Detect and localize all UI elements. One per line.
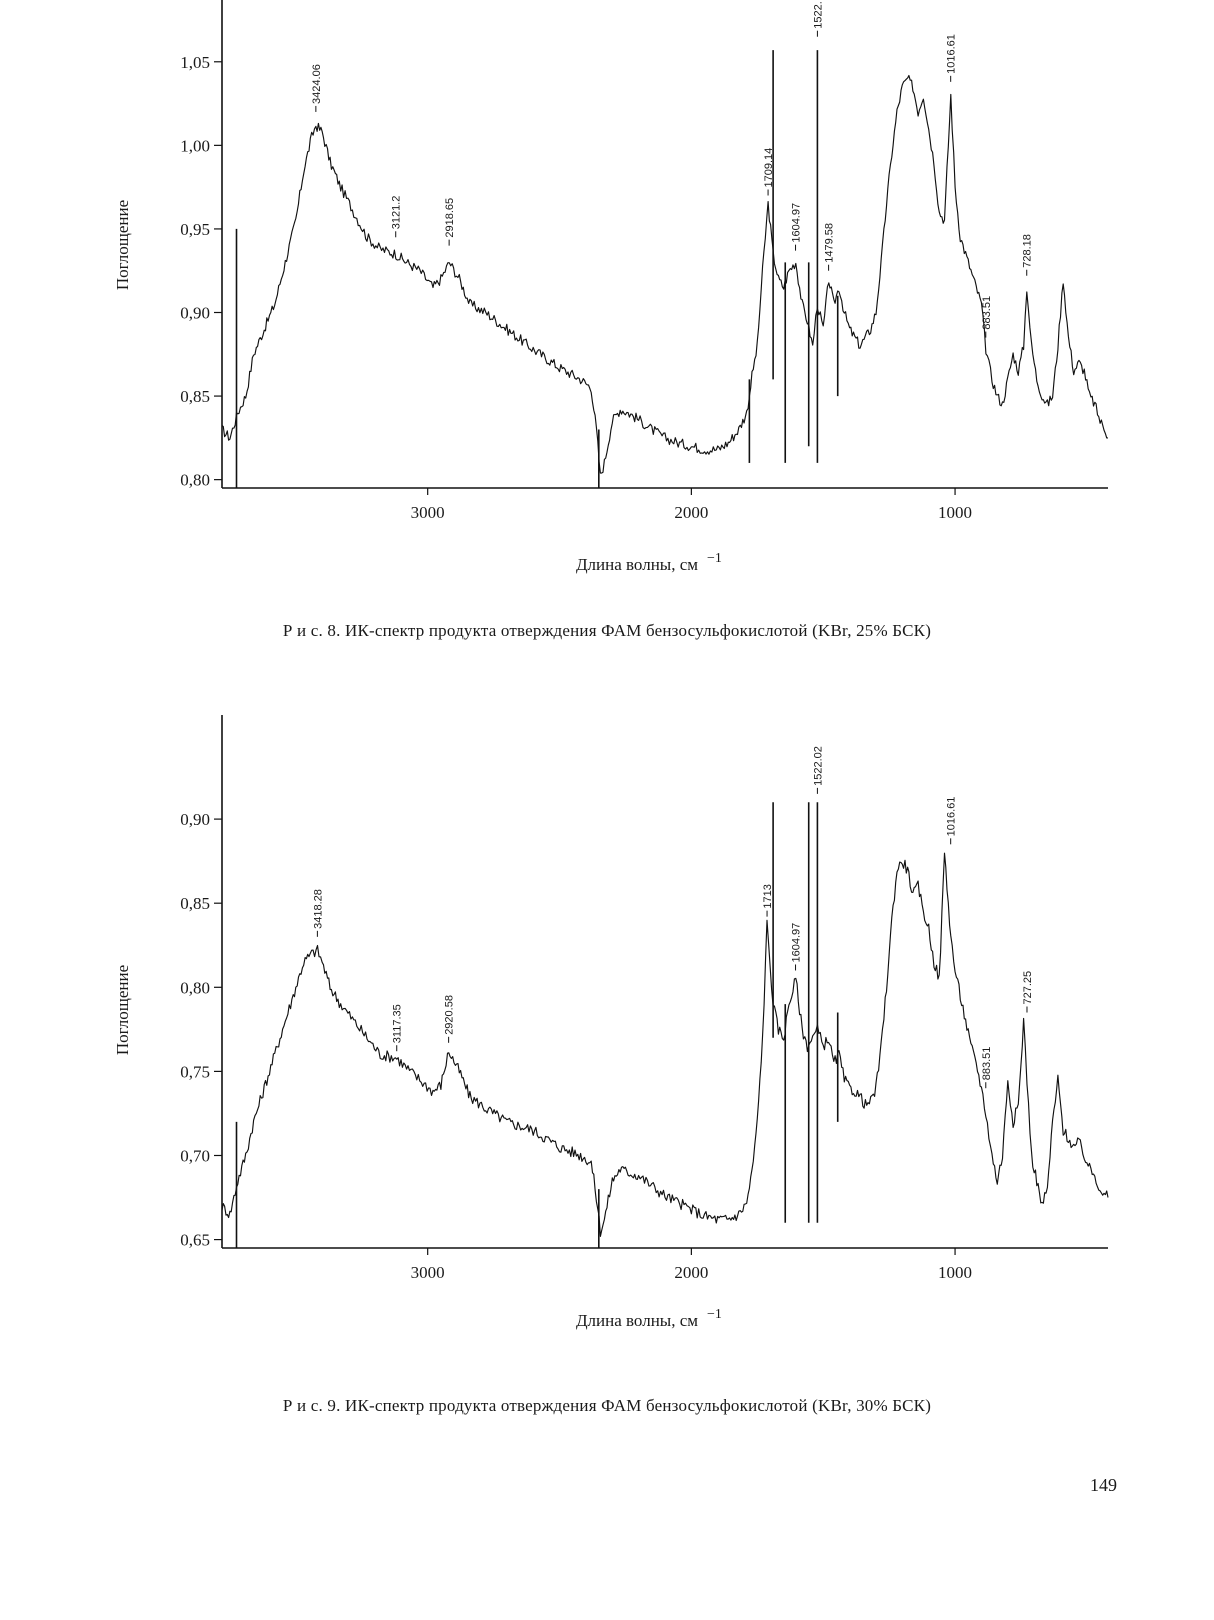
- x-tick-label: 3000: [410, 1263, 445, 1282]
- y-tick-label: 1,00: [180, 136, 210, 156]
- peak-label: 1709.14: [763, 147, 776, 188]
- y-tick-label: 1,05: [180, 52, 210, 72]
- peak-label: 727.25: [1021, 970, 1034, 1005]
- y-tick-label: 0,80: [180, 978, 210, 998]
- x-axis-label: Длина волны, см: [575, 555, 699, 574]
- peak-label: 1604.97: [790, 202, 803, 243]
- y-tick-label: 0,95: [180, 219, 210, 239]
- peak-label: 1713: [762, 884, 775, 909]
- y-tick-label: 0,65: [180, 1230, 210, 1250]
- peak-label: 3117.35: [391, 1004, 404, 1044]
- y-tick-label: 0,90: [180, 810, 210, 830]
- y-tick-label: 0,75: [180, 1062, 210, 1082]
- ir-spectrum-chart-fig9: [0, 700, 1214, 1390]
- peak-label: 883.51: [980, 295, 993, 330]
- y-tick-label: 0,70: [180, 1146, 210, 1166]
- x-tick-label: 1000: [938, 1263, 973, 1282]
- peak-label: 2920.58: [443, 995, 456, 1035]
- spectrum-trace: [222, 76, 1108, 474]
- peak-label: 728.18: [1021, 234, 1034, 268]
- x-tick-label: 2000: [674, 503, 709, 522]
- page-number: 149: [1090, 1475, 1117, 1495]
- x-axis-label: Длина волны, см: [575, 1311, 699, 1330]
- peak-label: 3418.28: [312, 889, 325, 929]
- y-axis-label: Поглощение: [113, 199, 132, 291]
- peak-label: 1522.: [812, 1, 825, 29]
- figure-caption-fig9: Р и с. 9. ИК-спектр продукта отверждения ФАМ бензосульфокислотой (KBr, 30% БСК): [282, 1396, 932, 1415]
- x-axis-label-superscript: −1: [707, 551, 722, 566]
- x-tick-label: 1000: [938, 503, 973, 522]
- x-axis-label-superscript: −1: [707, 1307, 722, 1322]
- peak-label: 3424.06: [310, 64, 323, 104]
- peak-label: 2918.65: [444, 197, 457, 238]
- y-tick-label: 0,85: [180, 894, 210, 914]
- spectrum-trace: [222, 853, 1108, 1236]
- peak-label: 1016.61: [945, 34, 958, 74]
- y-tick-label: 0,85: [180, 387, 210, 407]
- y-axis-label: Поглощение: [113, 964, 132, 1056]
- y-tick-label: 0,80: [180, 470, 210, 490]
- ir-spectrum-chart-fig8: [0, 0, 1214, 610]
- peak-label: 1016.61: [945, 796, 958, 837]
- x-tick-label: 2000: [674, 1263, 709, 1282]
- peak-label: 3121.2: [390, 195, 403, 230]
- peak-label: 883.51: [980, 1046, 993, 1081]
- y-tick-label: 0,90: [180, 303, 210, 323]
- figure-caption-fig8: Р и с. 8. ИК-спектр продукта отверждения ФАМ бензосульфокислотой (KBr, 25% БСК): [282, 621, 932, 640]
- peak-label: 1522.02: [812, 746, 825, 786]
- x-tick-label: 3000: [410, 503, 445, 522]
- peak-label: 1479.58: [823, 222, 836, 263]
- peak-label: 1604.97: [790, 922, 803, 963]
